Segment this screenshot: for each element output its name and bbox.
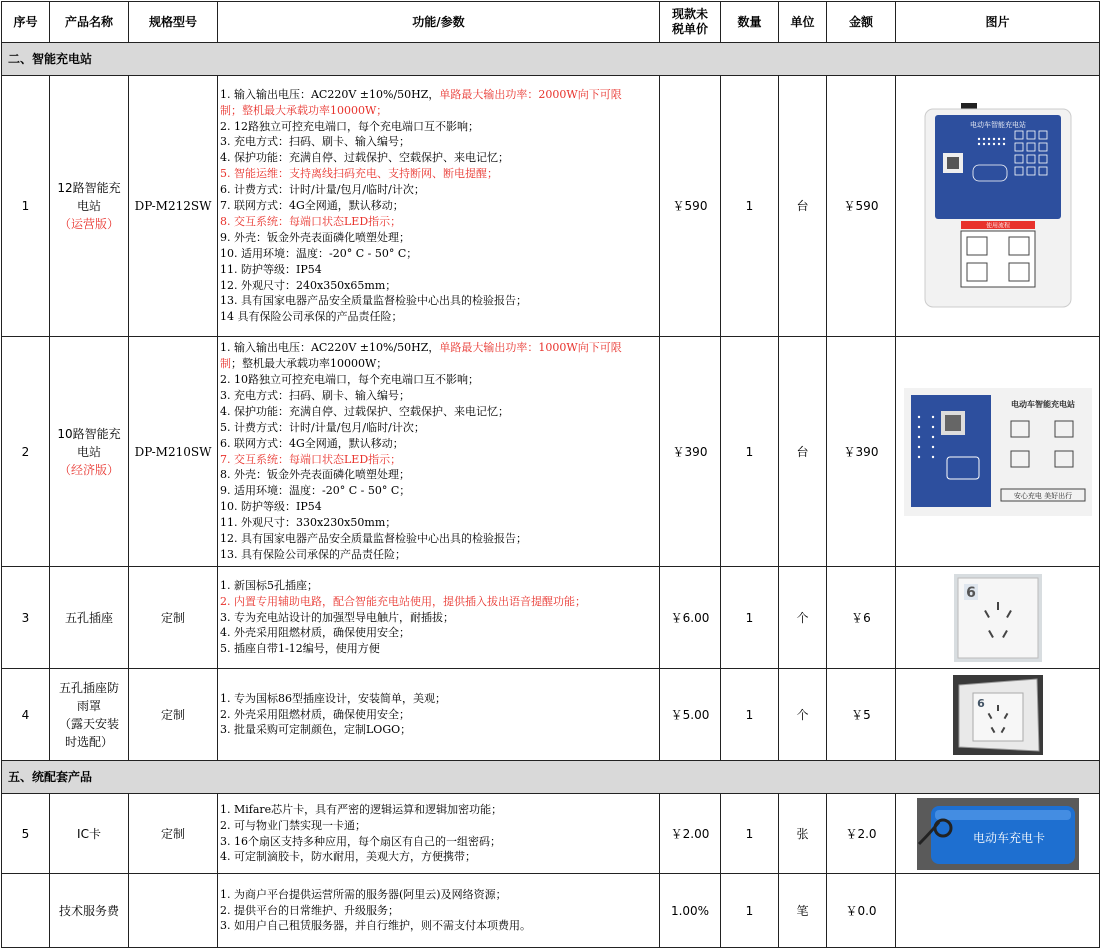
charging-station-10-image [903,387,1093,517]
feature-text-highlight: 5. 智能运维：支持离线扫码充电、支持断网、断电提醒； [220,167,498,181]
row-no [2,874,50,948]
feature-text: 14 具有保险公司承保的产品责任险； [220,310,403,324]
row-no: 4 [2,669,50,761]
feature-line [220,119,657,135]
feature-list [218,794,660,874]
feature-text: 12. 外观尺寸：240x350x65mm； [220,278,397,292]
amount: ￥390 [827,337,896,567]
table-row [2,669,1100,761]
feature-line [220,230,657,246]
section-title: 五、统配套产品 [2,761,1100,794]
feature-text: 11. 防护等级：IP54 [220,262,322,276]
table-row [2,337,1100,567]
amount: ￥0.0 [827,874,896,948]
quantity: 1 [721,76,779,337]
row-no: 3 [2,567,50,669]
feature-line [220,166,657,182]
unit-price: ￥6.00 [660,567,721,669]
table-row [2,567,1100,669]
svg-text:电动车智能充电站: 电动车智能充电站 [1010,399,1075,409]
product-model: DP-M212SW [129,76,218,337]
svg-text:使用流程: 使用流程 [985,222,1010,230]
product-image [896,574,1099,662]
product-image [896,387,1099,517]
feature-line [220,818,657,834]
feature-line [220,404,657,420]
product-name-line: IC卡 [77,826,101,841]
unit-price: ￥5.00 [660,669,721,761]
feature-list [218,337,660,567]
feature-line [220,436,657,452]
quantity: 1 [721,669,779,761]
feature-text-highlight: 制；整机最大承载功率10000W； [220,103,388,117]
feature-text: 2. 12路独立可控充电端口，每个充电端口互不影响； [220,119,479,133]
product-edition-note: （运营版） [58,217,119,231]
feature-line [220,903,657,919]
feature-text-highlight: 7. 交互系统：每端口状态LED指示； [220,452,402,466]
feature-line [220,262,657,278]
unit: 张 [779,794,827,874]
feature-line [220,420,657,436]
feature-text: 2. 提供平台的日常维护、升级服务； [220,903,399,917]
header-features: 功能/参数 [218,2,660,43]
product-name [50,669,129,761]
feature-text: 9. 适用环境：温度：-20° C - 50° C； [220,484,411,498]
quantity: 1 [721,337,779,567]
unit: 台 [779,76,827,337]
feature-text: 3. 专为充电站设计的加强型导电触片，耐插拔； [220,610,454,624]
feature-text: 1. 输入输出电压：AC220V ±10%/50HZ， [220,87,440,101]
svg-text:电动车充电卡: 电动车充电卡 [972,830,1045,845]
feature-line [220,87,657,103]
svg-text:6: 6 [965,584,976,601]
feature-text: 9. 外壳：钣金外壳表面磷化喷塑处理； [220,230,410,244]
unit-price: ￥390 [660,337,721,567]
feature-line [220,887,657,903]
feature-line [220,388,657,404]
product-name-line: 12路智能充 [57,181,121,195]
header-price-line1: 现款未 [671,7,708,21]
product-model: 定制 [129,567,218,669]
feature-line [220,531,657,547]
unit-price: 1.00% [660,874,721,948]
product-model: 定制 [129,669,218,761]
feature-text: 3. 如用户自己租赁服务器，并自行维护，则不需支付本项费用。 [220,919,531,933]
feature-line [220,214,657,230]
feature-text: ；整机最大承载功率10000W； [231,357,388,371]
product-name-line: 电站 [76,444,101,459]
feature-text: 3. 充电方式：扫码、刷卡、输入编号； [220,388,410,402]
unit-price: ￥2.00 [660,794,721,874]
feature-list [218,874,660,948]
header-model: 规格型号 [129,2,218,43]
feature-text: 5. 计费方式：计时/计量/包月/临时/计次； [220,420,425,434]
feature-text: 1. 新国标5孔插座； [220,578,318,592]
feature-text-highlight: 制 [220,357,231,371]
feature-line [220,278,657,294]
product-image-cell [896,76,1100,337]
section-row-accessories [2,761,1100,794]
unit: 台 [779,337,827,567]
product-name [50,874,129,948]
feature-text: 1. 输入输出电压：AC220V ±10%/50HZ， [220,341,440,355]
feature-line [220,594,657,610]
feature-line [220,309,657,325]
feature-text: 3. 批量采购可定制颜色，定制LOGO； [220,723,412,737]
feature-text: 4. 保护功能：充满自停、过载保护、空载保护、来电记忆； [220,151,509,165]
feature-text: 1. 为商户平台提供运营所需的服务器(阿里云)及网络资源； [220,887,507,901]
feature-text-highlight: 2. 内置专用辅助电路，配合智能充电站使用，提供插入拔出语音提醒功能； [220,594,586,608]
feature-line [220,356,657,372]
feature-list [218,76,660,337]
feature-text-highlight: 单路最大输出功率：1000W向下可限 [439,341,622,355]
header-price-line2: 税单价 [671,22,708,36]
feature-text: 4. 外壳采用阻燃材质，确保使用安全； [220,626,410,640]
quantity: 1 [721,874,779,948]
ic-card-image [917,798,1079,870]
header-name: 产品名称 [50,2,129,43]
feature-line [220,691,657,707]
header-amount: 金额 [827,2,896,43]
feature-line [220,134,657,150]
feature-line [220,918,657,934]
feature-text: 3. 16个扇区支持多种应用，每个扇区有自己的一组密码； [220,834,501,848]
product-image [896,675,1099,755]
feature-text: 3. 充电方式：扫码、刷卡、输入编号； [220,135,410,149]
feature-text: 12. 具有国家电器产品安全质量监督检验中心出具的检验报告； [220,532,527,546]
section-title: 二、智能充电站 [2,43,1100,76]
feature-text: 4. 可定制滴胶卡，防水耐用，美观大方，方便携带； [220,850,476,864]
product-name-line: 10路智能充 [57,426,121,441]
product-image-cell [896,669,1100,761]
product-name [50,567,129,669]
product-name-line: 五孔插座 [64,610,113,625]
feature-text: 13. 具有国家电器产品安全质量监督检验中心出具的检验报告； [220,294,527,308]
charging-station-12-image [923,103,1073,309]
feature-text: 8. 外壳：钣金外壳表面磷化喷塑处理； [220,468,410,482]
feature-text-highlight: 8. 交互系统：每端口状态LED指示； [220,214,402,228]
feature-list [218,567,660,669]
feature-text: 10. 防护等级：IP54 [220,500,322,514]
feature-list [218,669,660,761]
product-image [896,103,1099,309]
feature-text: 6. 联网方式：4G全网通，默认移动； [220,436,404,450]
row-no: 5 [2,794,50,874]
product-name-line: 时选配） [64,734,113,749]
product-image-cell [896,794,1100,874]
product-name-line: （露天安装 [58,716,119,731]
header-image: 图片 [896,2,1100,43]
feature-line [220,578,657,594]
unit: 个 [779,669,827,761]
feature-line [220,625,657,641]
row-no: 2 [2,337,50,567]
feature-line [220,452,657,468]
feature-text: 13. 具有保险公司承保的产品责任险； [220,547,406,561]
feature-line [220,641,657,657]
quantity: 1 [721,567,779,669]
feature-text: 6. 计费方式：计时/计量/包月/临时/计次； [220,183,425,197]
feature-line [220,340,657,356]
feature-line [220,802,657,818]
feature-line [220,834,657,850]
product-name-line: 技术服务费 [58,903,119,918]
feature-line [220,372,657,388]
product-name [50,794,129,874]
feature-text: 2. 外壳采用阻燃材质，确保使用安全； [220,707,410,721]
feature-text: 10. 适用环境：温度：-20° C - 50° C； [220,246,418,260]
socket-cover-image [953,675,1043,755]
table-row [2,874,1100,948]
feature-line [220,722,657,738]
feature-line [220,198,657,214]
feature-text: 11. 外观尺寸：330x230x50mm； [220,516,397,530]
product-image-cell [896,874,1100,948]
product-model: DP-M210SW [129,337,218,567]
quotation-table [1,1,1100,948]
amount: ￥6 [827,567,896,669]
feature-line [220,182,657,198]
row-no: 1 [2,76,50,337]
product-edition-note: （经济版） [58,462,119,477]
svg-text:电动车智能充电站: 电动车智能充电站 [969,121,1026,129]
feature-line [220,150,657,166]
feature-text: 2. 10路独立可控充电端口，每个充电端口互不影响； [220,372,479,386]
svg-text:6: 6 [976,696,985,710]
feature-line [220,499,657,515]
feature-line [220,483,657,499]
table-row [2,76,1100,337]
header-row [2,2,1100,43]
feature-text: 1. 专为国标86型插座设计，安装简单，美观； [220,691,446,705]
quantity: 1 [721,794,779,874]
amount: ￥2.0 [827,794,896,874]
feature-line [220,103,657,119]
product-name [50,337,129,567]
feature-line [220,707,657,723]
unit: 个 [779,567,827,669]
feature-text: 1. Mifare芯片卡，具有严密的逻辑运算和逻辑加密功能； [220,802,503,816]
product-name-line: 电站 [76,199,101,213]
svg-text:安心充电 美好出行: 安心充电 美好出行 [1013,491,1072,500]
feature-text-highlight: 单路最大输出功率：2000W向下可限 [439,87,622,101]
feature-text: 5. 插座自带1-12编号，使用方便 [220,642,380,656]
product-name [50,76,129,337]
socket-image [954,574,1042,662]
header-no: 序号 [2,2,50,43]
product-image-cell [896,567,1100,669]
product-name-line: 雨罩 [76,698,101,713]
feature-line [220,547,657,563]
product-model [129,874,218,948]
header-unit: 单位 [779,2,827,43]
amount: ￥590 [827,76,896,337]
feature-line [220,246,657,262]
feature-text: 4. 保护功能：充满自停、过载保护、空载保护、来电记忆； [220,404,509,418]
unit-price: ￥590 [660,76,721,337]
feature-line [220,610,657,626]
feature-line [220,515,657,531]
feature-line [220,467,657,483]
header-price [660,2,721,43]
header-qty: 数量 [721,2,779,43]
product-image-cell [896,337,1100,567]
feature-line [220,293,657,309]
table-row [2,794,1100,874]
product-image [896,798,1099,870]
feature-text: 7. 联网方式：4G全网通，默认移动； [220,199,404,213]
product-model: 定制 [129,794,218,874]
product-name-line: 五孔插座防 [58,680,119,695]
unit: 笔 [779,874,827,948]
feature-line [220,849,657,865]
amount: ￥5 [827,669,896,761]
section-row-charging-station [2,43,1100,76]
feature-text: 2. 可与物业门禁实现一卡通； [220,818,366,832]
